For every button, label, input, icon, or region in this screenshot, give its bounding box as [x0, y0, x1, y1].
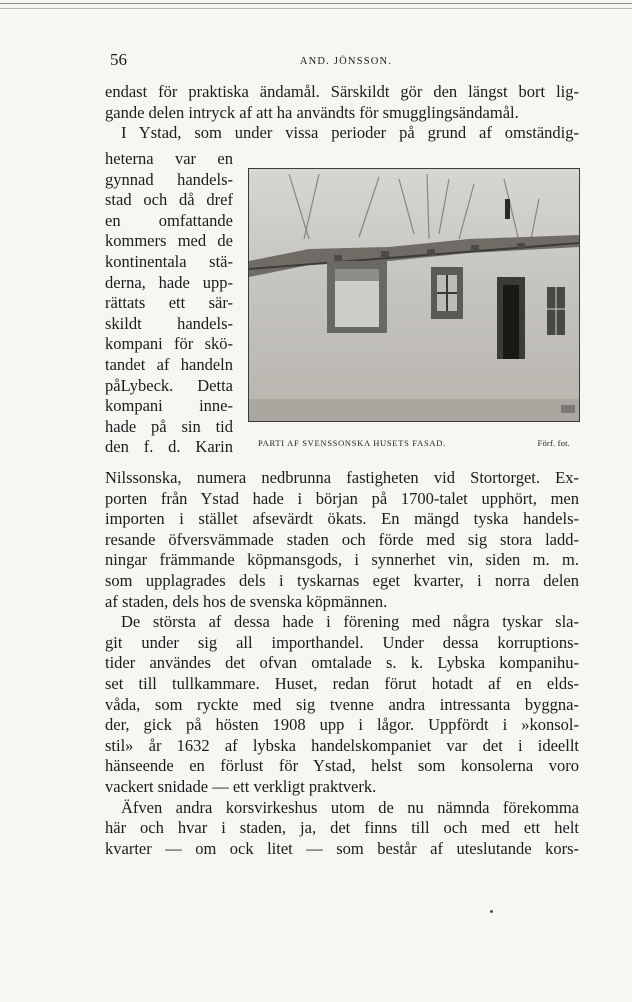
doorway [497, 277, 525, 359]
text-line: gande delen intryck af att ha användts för smugglingsändamål. [105, 102, 519, 122]
text-line: här och hvar i staden, ja, det finns till och med ett helt [105, 818, 579, 838]
text-line: ningar främmande köpmansgods, i synnerhet vin, siden m. m. [105, 550, 579, 570]
text-line: påLybeck. Detta [105, 375, 233, 395]
text-line: I Ystad, som under vissa perioder på grund af omständig- [121, 123, 579, 143]
text-line: vackert snidade — ett verkligt praktverk. [105, 776, 377, 796]
text-line: rättats ett sär- [105, 293, 233, 313]
text-line: De största af dessa hade i förening med några tyskar sla- [121, 612, 579, 632]
text-line: af staden, dels hos de svenska köpmännen. [105, 591, 388, 611]
photo-credit: Förf. fot. [537, 438, 570, 448]
text-line: kommers med de [105, 231, 233, 251]
text-line: Nilssonska, numera nedbrunna fastigheten vid Stortorget. Ex- [105, 468, 579, 487]
text-line: importen i stället afsevärdt ökats. En mängd tyska handels- [105, 509, 579, 529]
text-line: kontinentala stä- [105, 251, 233, 271]
text-block-narrow [105, 149, 233, 458]
ink-speck [490, 910, 493, 913]
facade-photograph [248, 168, 580, 422]
text-line: tider användes det ofvan omtalade s. k. Lybska kompanihu- [105, 653, 579, 673]
text-line: heterna var en [105, 149, 233, 168]
text-block-bottom [105, 468, 579, 859]
text-line: kvarter — om ock litet — som består af uteslutande kors- [105, 838, 579, 858]
text-line: kompani inne- [105, 396, 233, 416]
text-line: skildt handels- [105, 313, 233, 333]
dark-post [505, 199, 510, 219]
text-line: endast för praktiska ändamål. Särskildt gör den längst bort lig- [105, 82, 579, 101]
text-line: derna, hade upp- [105, 272, 233, 292]
engraver-mark [561, 405, 575, 413]
text-line: stad och då dref [105, 190, 233, 210]
text-line: den f. d. Karin [105, 437, 233, 457]
top-rule [0, 3, 632, 4]
top-rule-secondary [0, 8, 632, 9]
window-right [547, 287, 565, 335]
caption-text: PARTI AF SVENSSONSKA HUSETS FASAD. [258, 438, 446, 448]
text-line: våda, som ryckte med sig tvenne andra intressanta byggna- [105, 694, 579, 714]
window-middle [431, 267, 463, 319]
text-line: hänseende en förlust för Ystad, helst som konsolerna voro [105, 756, 579, 776]
text-line: Äfven andra korsvirkeshus utom de nu nämnda förekomma [121, 797, 579, 817]
text-line: porten från Ystad hade i början på 1700-talet upphört, men [105, 488, 579, 508]
text-line: der, gick på hösten 1908 upp i lågor. Uppfördt i »konsol- [105, 715, 579, 735]
text-line: hade på sin tid [105, 416, 233, 436]
window-left [327, 261, 387, 333]
ground-strip [249, 399, 579, 421]
page-header [110, 50, 582, 72]
page-number: 56 [110, 50, 127, 69]
facade-photo-drawing [249, 169, 579, 421]
text-line: resande öfversvämmade staden och förde med sig stora ladd- [105, 529, 579, 549]
text-line: git under sig all importhandel. Under dessa korruptions- [105, 632, 579, 652]
running-title: AND. JÖNSSON. [299, 56, 393, 67]
text-block-top [105, 82, 579, 144]
text-line: som upplagrades dels i tyskarnas eget kvarter, i norra delen [105, 570, 579, 590]
text-line: gynnad handels- [105, 169, 233, 189]
text-line: set till tullkammare. Huset, redan förut hotadt af en elds- [105, 673, 579, 693]
text-line: stil» år 1632 af lybska handelskompaniet var det i ideellt [105, 735, 579, 755]
text-line: kompani för skö- [105, 334, 233, 354]
text-line: tandet af handeln [105, 354, 233, 374]
text-line: en omfattande [105, 210, 233, 230]
